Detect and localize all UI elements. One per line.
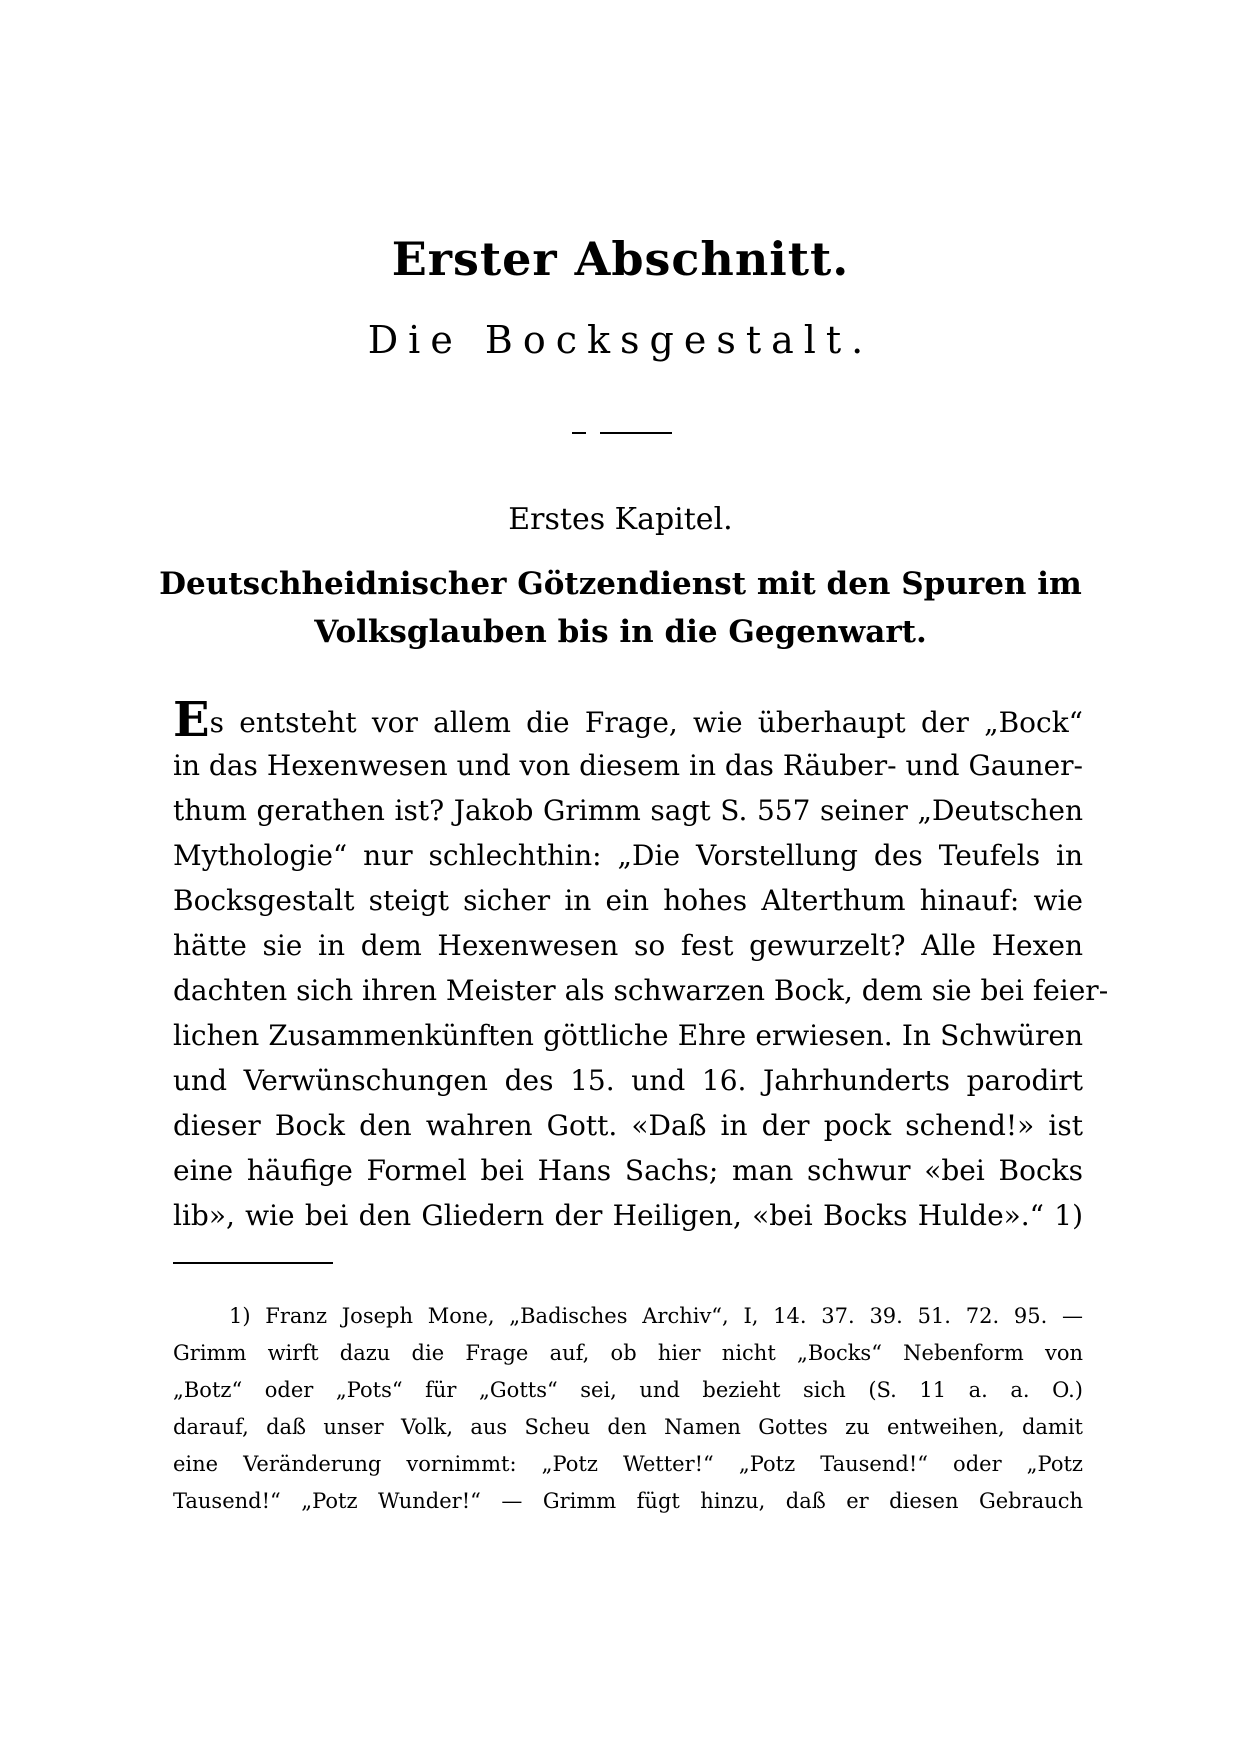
body-line: lichen Zusammenkünften göttliche Ehre erwiesen. In Schwüren xyxy=(173,1019,1083,1052)
body-line: und Verwünschungen des 15. und 16. Jahrhunderts parodirt xyxy=(173,1064,1083,1097)
footnote-line: eine Veränderung vornimmt: „Potz Wetter!“ „Potz Tausend!“ oder „Potz xyxy=(173,1452,1083,1476)
body-line: dieser Bock den wahren Gott. «Daß in der pock schend!» ist xyxy=(173,1109,1083,1142)
body-line: dachten sich ihren Meister als schwarzen Bock, dem sie bei feier- xyxy=(173,974,1109,1007)
body-line-text: s entsteht vor allem die Frage, wie überhaupt der „Bock“ xyxy=(209,706,1083,739)
chapter-title-line: Volksglauben bis in die Gegenwart. xyxy=(314,614,927,650)
drop-cap: E xyxy=(173,692,210,748)
chapter-label: Erstes Kapitel. xyxy=(508,502,733,537)
footnote-rule xyxy=(173,1262,333,1264)
body-line: lib», wie bei den Gliedern der Heiligen, «bei Bocks Hulde».“ 1) xyxy=(173,1199,1083,1232)
body-line-first xyxy=(173,692,1083,748)
section-divider xyxy=(0,432,1241,436)
part-title: Erster Abschnitt. xyxy=(391,232,850,286)
divider-long-dash xyxy=(600,432,672,434)
part-subtitle: Die Bocksgestalt. xyxy=(367,318,874,362)
body-line: in das Hexenwesen und von diesem in das Räuber- und Gauner- xyxy=(173,749,1083,782)
body-line: eine häufige Formel bei Hans Sachs; man schwur «bei Bocks xyxy=(173,1154,1083,1187)
body-line: thum gerathen ist? Jakob Grimm sagt S. 557 seiner „Deutschen xyxy=(173,794,1083,827)
body-text xyxy=(173,692,1109,1238)
divider-short-dash xyxy=(572,432,586,434)
footnote-line: Grimm wirft dazu die Frage auf, ob hier nicht „Bocks“ Nebenform von xyxy=(173,1341,1083,1365)
footnote-line: Tausend!“ „Potz Wunder!“ — Grimm fügt hinzu, daß er diesen Gebrauch xyxy=(173,1489,1083,1513)
body-line: Mythologie“ nur schlechthin: „Die Vorstellung des Teufels in xyxy=(173,839,1083,872)
footnote xyxy=(173,1298,1083,1520)
footnote-line: 1) Franz Joseph Mone, „Badisches Archiv“, I, 14. 37. 39. 51. 72. 95. — xyxy=(229,1304,1083,1328)
footnote-line: darauf, daß unser Volk, aus Scheu den Namen Gottes zu entweihen, damit xyxy=(173,1415,1083,1439)
chapter-title-line: Deutschheidnischer Götzendienst mit den Spuren im xyxy=(159,566,1082,602)
footnote-line: „Botz“ oder „Pots“ für „Gotts“ sei, und bezieht sich (S. 11 a. a. O.) xyxy=(173,1378,1083,1402)
body-line: hätte sie in dem Hexenwesen so fest gewurzelt? Alle Hexen xyxy=(173,929,1083,962)
body-line: Bocksgestalt steigt sicher in ein hohes Alterthum hinauf: wie xyxy=(173,884,1083,917)
